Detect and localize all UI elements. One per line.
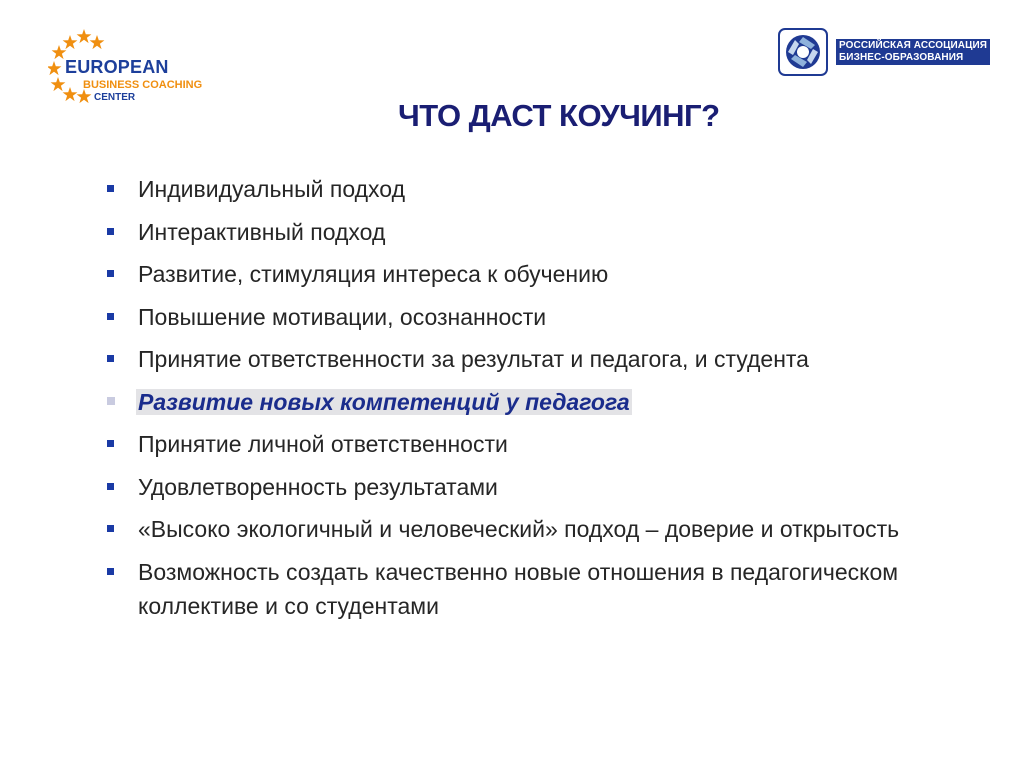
bullet-marker: [107, 525, 114, 532]
bullet-item: [106, 342, 986, 376]
bullet-text: «Высоко экологичный и человеческий» подход – доверие и открытость: [138, 516, 900, 542]
bullet-list: [106, 172, 986, 631]
bullet-item: [106, 427, 986, 461]
bullet-marker: [107, 185, 114, 192]
bullet-text: Удовлетворенность результатами: [138, 473, 498, 500]
bullet-item: [106, 215, 986, 249]
association-name-label: [836, 39, 990, 65]
bullet-marker: [107, 313, 114, 320]
bullet-text: Повышение мотивации, осознанности: [138, 303, 547, 330]
bullet-item: [106, 300, 986, 334]
bullet-marker: [107, 440, 114, 447]
bullet-text: Интерактивный подход: [138, 218, 386, 245]
bullet-item: [106, 172, 986, 206]
bullet-text: Возможность создать качественно новые отношения в педагогическом коллективе и со студентами: [138, 558, 899, 619]
bullet-marker: [107, 397, 115, 405]
bullet-item: [106, 257, 986, 291]
bullet-item: [106, 555, 986, 623]
logo-text-european: EUROPEAN: [65, 57, 169, 77]
bullet-item: [106, 470, 986, 504]
bullet-text: Развитие новых компетенций у педагога: [138, 388, 630, 415]
slide-title: ЧТО ДАСТ КОУЧИНГ?: [398, 98, 720, 133]
bullet-marker: [107, 228, 114, 235]
logo-text-center: CENTER: [94, 92, 136, 103]
bullet-marker: [107, 355, 114, 362]
bullet-item-highlighted: [106, 385, 986, 419]
bullet-text: Индивидуальный подход: [138, 176, 406, 202]
bullet-marker: [107, 483, 114, 490]
russian-business-education-association-logo: [778, 28, 988, 78]
association-name-line2: БИЗНЕС-ОБРАЗОВАНИЯ: [839, 52, 964, 63]
association-name-line1: РОССИЙСКАЯ АССОЦИАЦИЯ: [839, 40, 988, 51]
bullet-text: Принятие ответственности за результат и педагога, и студента: [138, 346, 809, 372]
bullet-marker: [107, 270, 114, 277]
bullet-marker: [107, 568, 114, 575]
logo-text-business-coaching: BUSINESS COACHING: [83, 79, 203, 91]
european-business-coaching-center-logo: [48, 26, 218, 106]
bullet-text: Развитие, стимуляция интереса к обучению: [138, 261, 609, 287]
bullet-text: Принятие личной ответственности: [138, 431, 508, 457]
bullet-item: [106, 512, 986, 546]
aperture-emblem-icon: [778, 28, 828, 76]
